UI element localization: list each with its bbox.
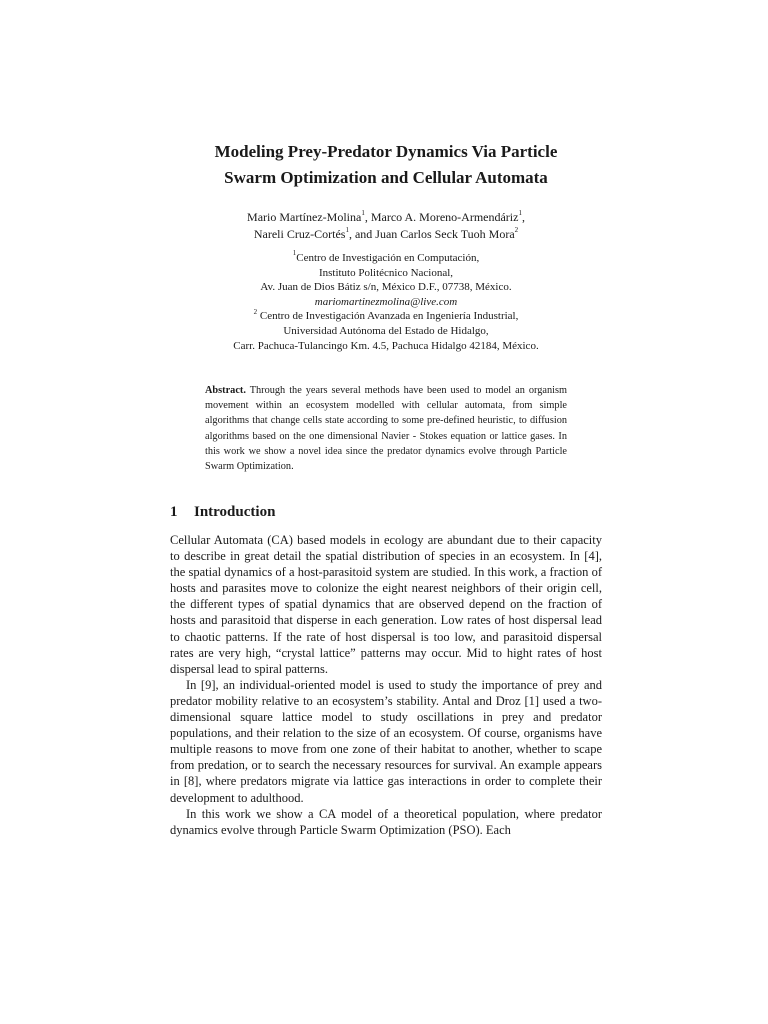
section-body bbox=[170, 532, 602, 838]
author-email[interactable]: mariomartinezmolina@live.com bbox=[314, 295, 458, 308]
abstract-text: Through the years several methods have been used to model an organism movement within an ecosystem modelled with cellular automata, from simple algorithms that change cells state according to some pre-defined heuristic, to diffusion algorithms based on the one dimensional Navier - Stokes equation or lattice gases. In this work we show a novel idea since the predator dynamics evolve through Particle Swarm Optimization. bbox=[205, 385, 567, 473]
section-title: Introduction bbox=[194, 504, 276, 520]
paragraph: Cellular Automata (CA) based models in ecology are abundant due to their capacity to describe in great detail the spatial distribution of species in an ecosystem. In [4], the spatial dynamics of a host-parasitoid system are studied. In this work, a fraction of hosts and parasites move to colonize the eight nearest neighbors of their origin cell, the different types of spatial dynamics that are observed depend on the fraction of hosts and parasitoid that disperse in each generation. Low rates of host dispersal lead to chaotic patterns. If the rate of host dispersal is too low, and parasitoid dispersal rates are very high, “crystal lattice” patterns may occur. Mid to hight rates of host dispersal lead to spiral patterns. bbox=[170, 533, 602, 676]
affiliation-2-line-2: Universidad Autónoma del Estado de Hidalgo, bbox=[283, 324, 489, 337]
title-line-2: Swarm Optimization and Cellular Automata bbox=[224, 168, 548, 187]
section-number: 1 bbox=[170, 504, 178, 520]
author-line-1: Mario Martínez-Molina$^1$, Marco A. Moreno-Armendáriz$^1$, bbox=[247, 209, 525, 224]
abstract bbox=[205, 383, 567, 474]
affiliation-2-line-1: $^2$ Centro de Investigación Avanzada en Ingeniería Industrial, bbox=[253, 307, 519, 323]
author-list bbox=[150, 209, 622, 243]
paragraph: In [9], an individual-oriented model is used to study the importance of prey and predator mobility relative to an ecosystem’s stability. Antal and Droz [1] used a two-dimensional square lattice model to study oscillations in prey and predator populations, and their relation to the size of an ecosystem. Of course, organisms have multiple reasons to move from one zone of their habitat to another, whether to scape from predation, or to search the necessary resources for survival. An example appears in [8], where predators migrate via lattice gas interactions in order to complete their development to adulthood. bbox=[170, 677, 602, 805]
affiliation-2-line-3: Carr. Pachuca-Tulancingo Km. 4.5, Pachuca Hidalgo 42184, México. bbox=[233, 339, 539, 352]
author-line-2: Nareli Cruz-Cortés$^1$, and Juan Carlos Seck Tuoh Mora$^2$ bbox=[253, 226, 519, 241]
title-line-1: Modeling Prey-Predator Dynamics Via Particle bbox=[214, 142, 558, 161]
affiliation-1-line-1: $^1$Centro de Investigación en Computación, bbox=[292, 249, 480, 264]
affiliations bbox=[150, 251, 622, 353]
paper-title bbox=[150, 139, 622, 191]
affiliation-1-line-2: Instituto Politécnico Nacional, bbox=[318, 266, 454, 279]
paragraph: In this work we show a CA model of a theoretical population, where predator dynamics evolve through Particle Swarm Optimization (PSO). Each bbox=[170, 806, 602, 837]
section-heading bbox=[170, 504, 275, 521]
affiliation-1-line-3: Av. Juan de Dios Bátiz s/n, México D.F., 07738, México. bbox=[260, 281, 512, 294]
abstract-label: Abstract. bbox=[205, 385, 246, 396]
